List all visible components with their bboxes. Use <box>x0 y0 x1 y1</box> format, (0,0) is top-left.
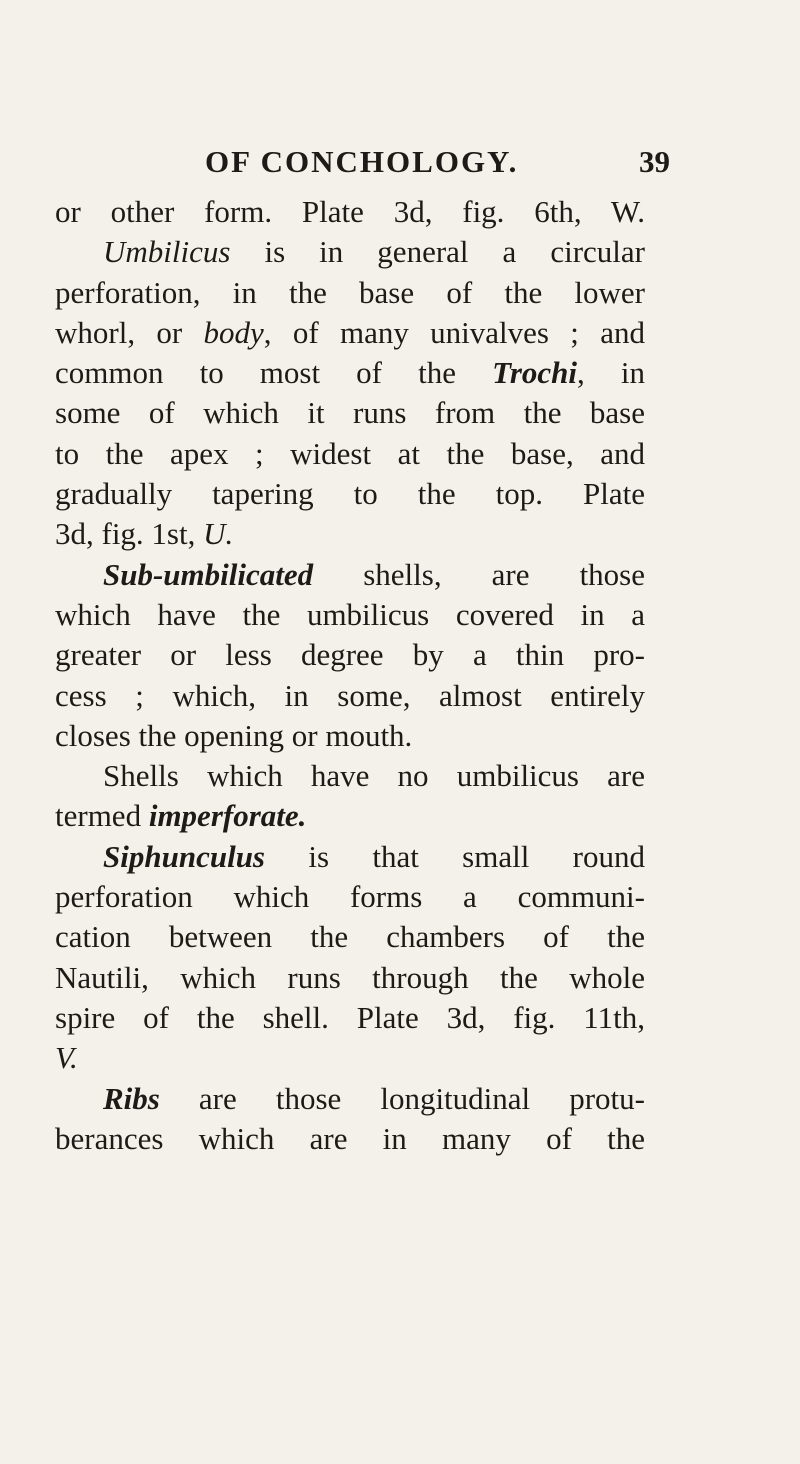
term-siphunculus: Siphunculus <box>103 838 265 874</box>
text-span: 3d, fig. 1st, <box>55 516 204 552</box>
text-span: closes the opening or mouth. <box>55 717 413 753</box>
page-number: 39 <box>639 144 670 179</box>
text-span: perforation, in the base of the lower <box>55 274 645 310</box>
text-line <box>55 1038 645 1078</box>
body-text <box>55 192 645 1159</box>
text-span: spire of the shell. Plate 3d, fig. 11th, <box>55 999 645 1035</box>
text-span: berances which are in many of the <box>55 1120 645 1156</box>
running-title: OF CONCHOLOGY. <box>205 144 519 179</box>
text-line <box>55 474 645 514</box>
term-sub-umbilicated: Sub-umbilicated <box>103 556 314 592</box>
text-span: shells, are those <box>313 556 645 592</box>
text-span: , in <box>577 355 645 391</box>
term-ribs: Ribs <box>103 1080 160 1116</box>
text-span: , of many univalves ; and <box>263 314 645 350</box>
text-span: or other form. Plate 3d, fig. 6th, W. <box>55 194 645 229</box>
text-line <box>55 716 645 756</box>
text-line <box>55 192 645 232</box>
text-span: are those longitudinal protu- <box>159 1080 645 1116</box>
text-line <box>55 273 645 313</box>
text-span: termed <box>55 798 149 834</box>
text-line <box>55 232 645 272</box>
text-span: which have the umbilicus covered in a <box>55 596 645 632</box>
text-line <box>55 998 645 1038</box>
text-line <box>55 555 645 595</box>
text-span: cation between the chambers of the <box>55 919 645 955</box>
text-line <box>55 958 645 998</box>
text-span: is that small round <box>265 838 645 874</box>
text-line <box>55 917 645 957</box>
text-span: some of which it runs from the base <box>55 395 645 431</box>
text-line <box>55 434 645 474</box>
text-line <box>55 1119 645 1159</box>
text-line <box>55 796 645 836</box>
text-line <box>55 514 645 554</box>
text-line <box>55 595 645 635</box>
text-line <box>55 353 645 393</box>
page-header <box>205 144 670 184</box>
text-span: greater or less degree by a thin pro- <box>55 637 645 673</box>
text-span: common to most of the <box>55 355 493 391</box>
term-trochi: Trochi <box>492 355 578 391</box>
text-line <box>55 313 645 353</box>
text-span: is in general a circular <box>230 234 645 270</box>
text-span: perforation which forms a communi- <box>55 879 645 915</box>
text-span: Shells which have no umbilicus are <box>103 758 645 794</box>
text-line <box>55 1079 645 1119</box>
figure-letter: V. <box>55 1040 78 1076</box>
text-span: Nautili, which runs through the whole <box>55 959 645 995</box>
text-line <box>55 393 645 433</box>
text-line <box>55 837 645 877</box>
term-umbilicus: Umbilicus <box>103 234 231 270</box>
text-line <box>55 676 645 716</box>
text-line <box>55 877 645 917</box>
text-line <box>55 756 645 796</box>
term-body: body <box>203 314 264 350</box>
text-span: gradually tapering to the top. Plate <box>55 476 645 512</box>
text-span: whorl, or <box>55 314 204 350</box>
text-span: to the apex ; widest at the base, and <box>55 435 645 471</box>
text-span: cess ; which, in some, almost entirely <box>55 677 645 713</box>
figure-letter: U. <box>203 516 234 552</box>
text-line <box>55 635 645 675</box>
term-imperforate: imperforate. <box>148 798 307 834</box>
